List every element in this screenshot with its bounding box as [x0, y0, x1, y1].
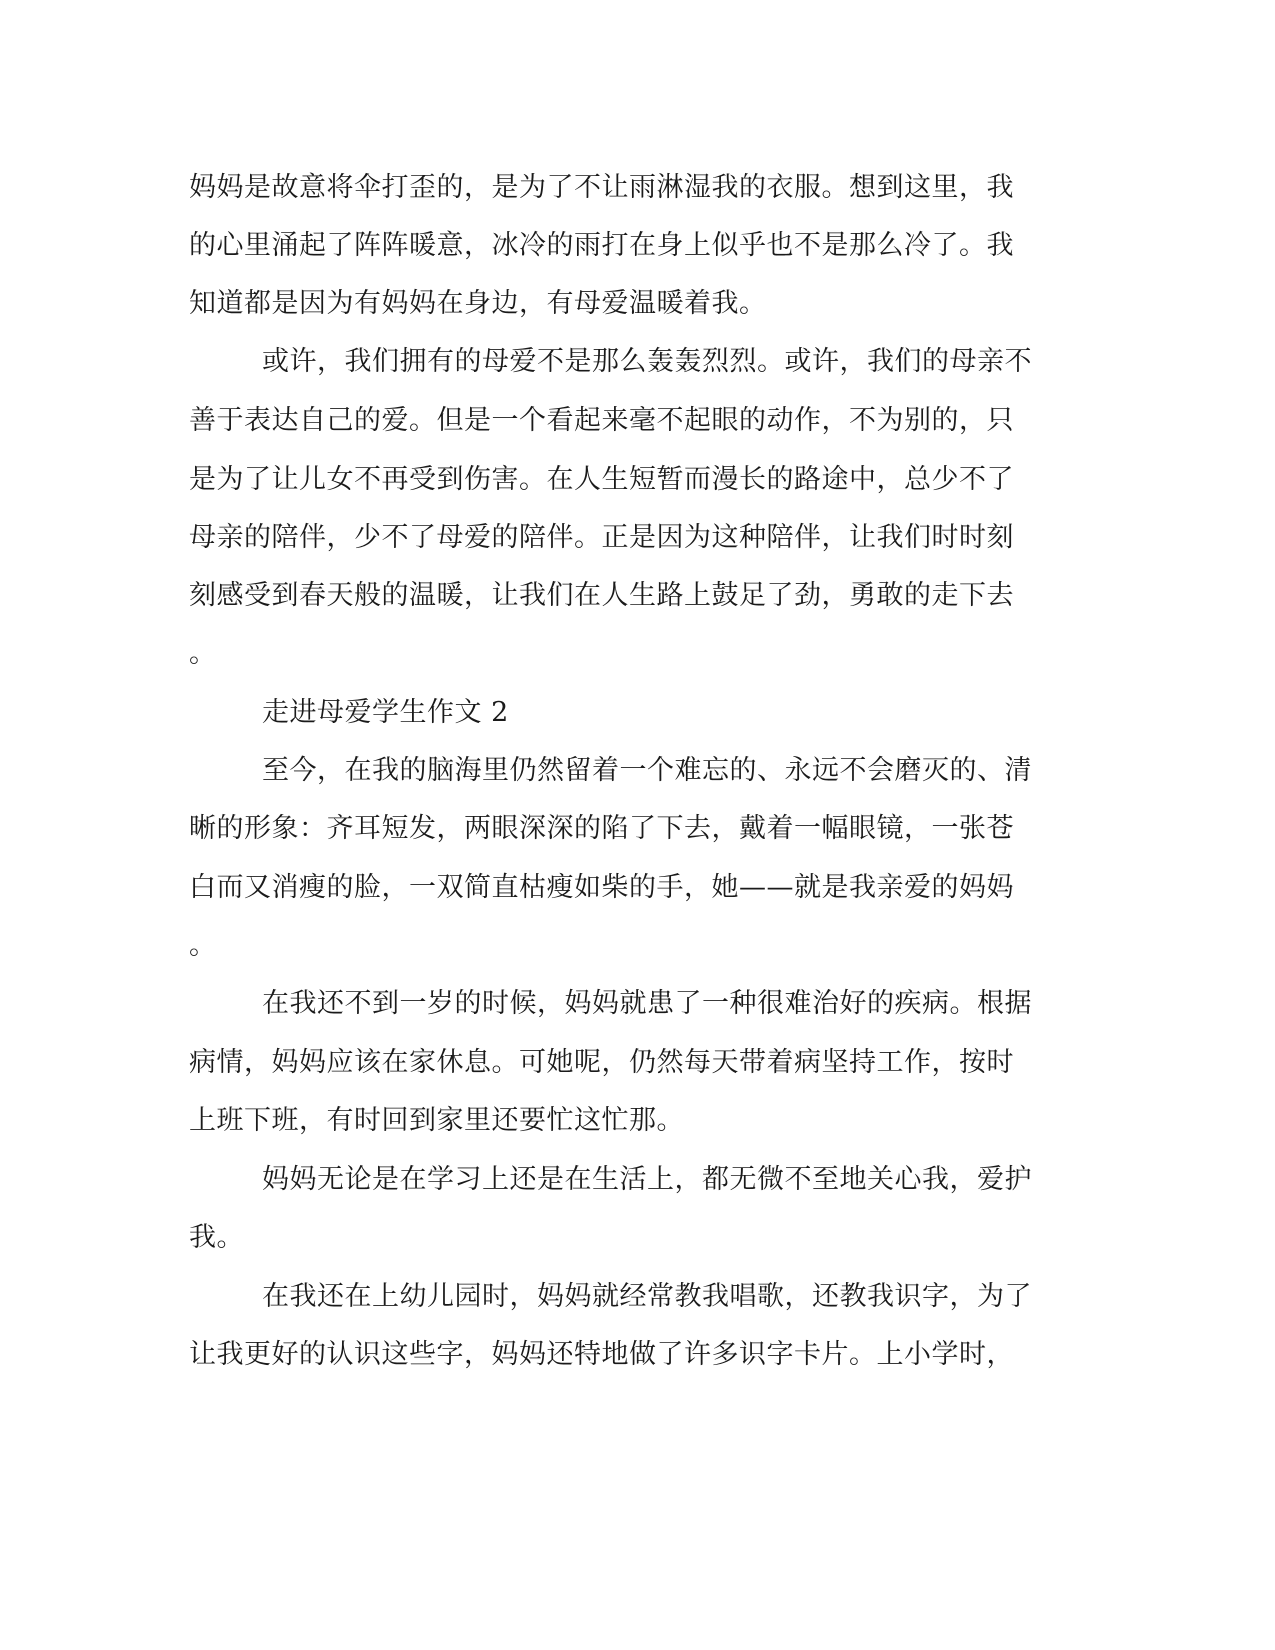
text-line: 妈妈是故意将伞打歪的，是为了不让雨淋湿我的衣服。想到这里，我	[189, 172, 1014, 203]
text-line: 上班下班，有时回到家里还要忙这忙那。	[189, 1105, 684, 1136]
text-line: 。	[189, 930, 217, 961]
text-line: 让我更好的认识这些字，妈妈还特地做了许多识字卡片。上小学时，	[189, 1339, 1014, 1370]
text-line: 刻感受到春天般的温暖，让我们在人生路上鼓足了劲，勇敢的走下去	[189, 580, 1014, 611]
paragraph-first-line: 在我还不到一岁的时候，妈妈就患了一种很难治好的疾病。根据	[262, 988, 1032, 1019]
section-heading: 走进母爱学生作文 2	[262, 697, 509, 728]
paragraph-first-line: 至今，在我的脑海里仍然留着一个难忘的、永远不会磨灭的、清	[262, 755, 1032, 786]
text-line: 的心里涌起了阵阵暖意，冰冷的雨打在身上似乎也不是那么冷了。我	[189, 230, 1014, 261]
paragraph-first-line: 在我还在上幼儿园时，妈妈就经常教我唱歌，还教我识字，为了	[262, 1281, 1032, 1312]
text-line: 我。	[189, 1222, 244, 1253]
paragraph-first-line: 或许，我们拥有的母爱不是那么轰轰烈烈。或许，我们的母亲不	[262, 346, 1032, 377]
text-line: 晰的形象：齐耳短发，两眼深深的陷了下去，戴着一幅眼镜，一张苍	[189, 813, 1014, 844]
text-line: 母亲的陪伴，少不了母爱的陪伴。正是因为这种陪伴，让我们时时刻	[189, 522, 1014, 553]
text-line: 知道都是因为有妈妈在身边，有母爱温暖着我。	[189, 288, 767, 319]
text-line: 病情，妈妈应该在家休息。可她呢，仍然每天带着病坚持工作，按时	[189, 1047, 1014, 1078]
text-line: 白而又消瘦的脸，一双简直枯瘦如柴的手，她——就是我亲爱的妈妈	[189, 872, 1014, 903]
text-line: 善于表达自己的爱。但是一个看起来毫不起眼的动作，不为别的，只	[189, 405, 1014, 436]
text-line: 。	[189, 638, 217, 669]
paragraph-first-line: 妈妈无论是在学习上还是在生活上，都无微不至地关心我，爱护	[262, 1164, 1032, 1195]
text-line: 是为了让儿女不再受到伤害。在人生短暂而漫长的路途中，总少不了	[189, 464, 1014, 495]
